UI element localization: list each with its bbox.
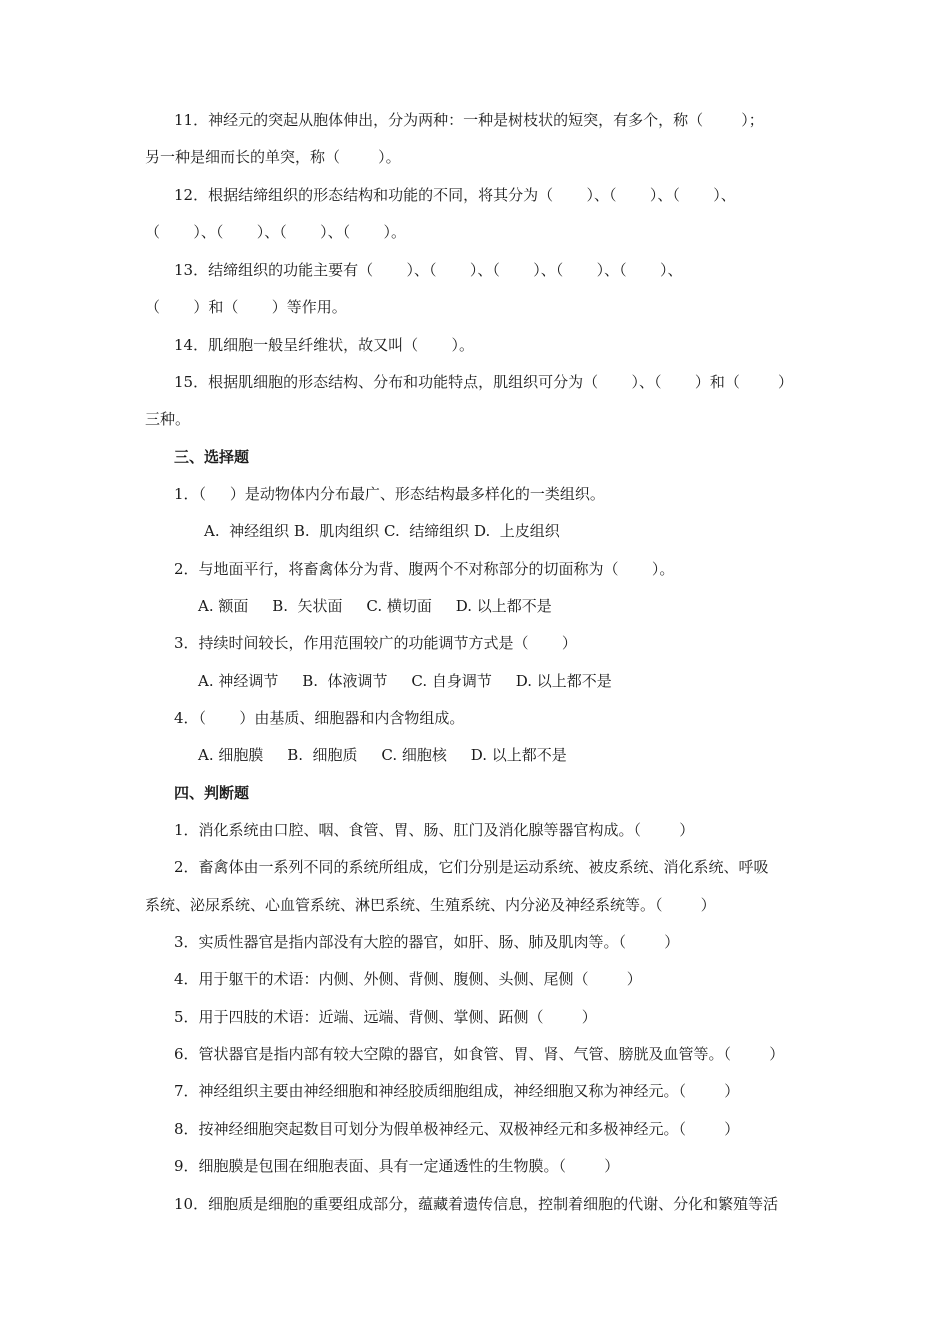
judge-q2-line1: 2．畜禽体由一系列不同的系统所组成，它们分别是运动系统、被皮系统、消化系统、呼吸 [174,858,769,876]
choice-q2-stem: 2．与地面平行，将畜禽体分为背、腹两个不对称部分的切面称为（ ）。 [174,560,675,578]
judge-q6: 6．管状器官是指内部有较大空隙的器官，如食管、胃、肾、气管、膀胱及血管等。（ ） [174,1045,785,1063]
fill-q13-line1: 13．结缔组织的功能主要有（ ）、（ ）、（ ）、（ ）、（ ）、 [174,261,683,279]
judge-q10-line1: 10．细胞质是细胞的重要组成部分，蕴藏着遗传信息，控制着细胞的代谢、分化和繁殖等活 [174,1195,779,1213]
fill-q11-line2: 另一种是细而长的单突，称（ ）。 [145,148,401,166]
judge-q9: 9．细胞膜是包围在细胞表面、具有一定通透性的生物膜。（ ） [174,1157,620,1175]
fill-q15-line1: 15．根据肌细胞的形态结构、分布和功能特点，肌组织可分为（ ）、（ ）和（ ） [174,373,793,391]
judge-section-title: 四、判断题 [174,784,250,802]
judge-q4: 4．用于躯干的术语：内侧、外侧、背侧、腹侧、头侧、尾侧（ ） [174,970,642,988]
fill-q12-line2: （ ）、（ ）、（ ）、（ ）。 [145,223,407,241]
judge-q2-line2: 系统、泌尿系统、心血管系统、淋巴系统、生殖系统、内分泌及神经系统等。（ ） [145,896,716,914]
choice-q4-options: A. 细胞膜 B. 细胞质 C. 细胞核 D. 以上都不是 [198,746,567,764]
judge-q5: 5．用于四肢的术语：近端、远端、背侧、掌侧、跖侧（ ） [174,1008,597,1026]
fill-q14-line1: 14．肌细胞一般呈纤维状，故又叫（ ）。 [174,336,474,354]
fill-q15-line2: 三种。 [145,410,191,428]
judge-q7: 7．神经组织主要由神经细胞和神经胶质细胞组成，神经细胞又称为神经元。（ ） [174,1082,740,1100]
choice-section-title: 三、选择题 [174,448,250,466]
fill-q12-line1: 12．根据结缔组织的形态结构和功能的不同，将其分为（ ）、（ ）、（ ）、 [174,186,736,204]
choice-q2-options: A. 额面 B. 矢状面 C. 横切面 D. 以上都不是 [198,597,552,615]
choice-q3-stem: 3．持续时间较长，作用范围较广的功能调节方式是（ ） [174,634,577,652]
choice-q4-stem: 4．（ ）由基质、细胞器和内含物组成。 [174,709,465,727]
fill-q11-line1: 11．神经元的突起从胞体伸出，分为两种：一种是树枝状的短突，有多个，称（ ）； [174,111,764,129]
choice-q1-stem: 1．（ ）是动物体内分布最广、形态结构最多样化的一类组织。 [174,485,605,503]
judge-q3: 3．实质性器官是指内部没有大腔的器官，如肝、肠、肺及肌肉等。（ ） [174,933,680,951]
judge-q1: 1．消化系统由口腔、咽、食管、胃、肠、肛门及消化腺等器官构成。（ ） [174,821,695,839]
choice-q3-options: A. 神经调节 B. 体液调节 C. 自身调节 D. 以上都不是 [198,672,612,690]
fill-q13-line2: （ ）和（ ）等作用。 [145,298,347,316]
judge-q8: 8．按神经细胞突起数目可划分为假单极神经元、双极神经元和多极神经元。（ ） [174,1120,740,1138]
choice-q1-options: A. 神经组织 B. 肌肉组织 C. 结缔组织 D. 上皮组织 [204,522,560,540]
